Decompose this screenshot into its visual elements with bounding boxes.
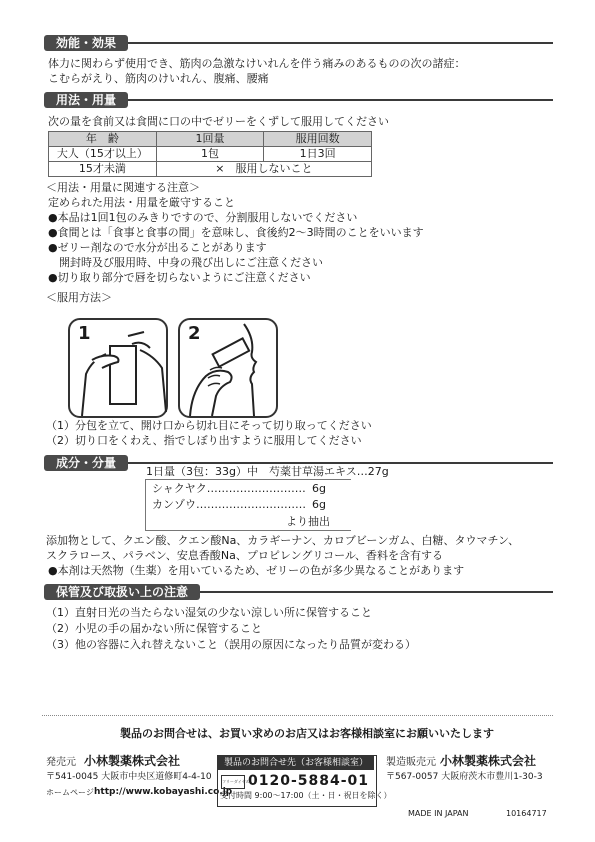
tear-packet-icon — [70, 320, 166, 416]
table-cell: 大人（15才以上） — [49, 147, 157, 162]
footer-divider — [42, 715, 553, 717]
table-cell: × 服用しないこと — [156, 162, 371, 177]
contact-label: 製品のお問合せ先（お客様相談室） — [218, 756, 374, 770]
ingredient-name: カンゾウ………………………… — [152, 498, 306, 511]
table-header-cell: 服用回数 — [264, 132, 372, 147]
ingredient-amount: 6g — [312, 498, 326, 511]
table-header-cell: 1回量 — [156, 132, 264, 147]
note-line: ●食間とは「食事と食事の間」を意味し、食後約2〜3時間のことをいいます — [48, 226, 424, 239]
seller-address: 〒541-0045 大阪市中央区道修町4-4-10 — [46, 772, 212, 782]
note-line: ●ゼリー剤なので水分が出ることがあります — [48, 241, 267, 254]
homepage-link[interactable]: http://www.kobayashi.co.jp — [94, 787, 233, 797]
extract-note: より抽出 — [286, 515, 330, 528]
contact-hours: 受付時間 9:00〜17:00（土・日・祝日を除く） — [220, 791, 392, 800]
step-1-illustration — [68, 318, 168, 418]
step-number: 1 — [78, 323, 91, 344]
maker-name: 小林製薬株式会社 — [440, 754, 537, 768]
dosage-title: 用法・用量 — [44, 92, 128, 108]
efficacy-line: 体力に関わらず使用でき、筋肉の急激なけいれんを伴う痛みのあるものの次の諸症： — [48, 57, 466, 70]
storage-line: （3）他の容器に入れ替えないこと（誤用の原因になったり品質が変わる） — [46, 638, 416, 651]
note-line: 開封時及び服用時、中身の飛び出しにご注意ください — [48, 256, 323, 269]
product-code: 10164717 — [506, 809, 547, 818]
ingredient-amount: 6g — [312, 482, 326, 495]
step-2-illustration — [178, 318, 278, 418]
step-text: （1）分包を立て、開け口から切れ目にそって切り取ってください — [46, 419, 372, 432]
additive-line: スクラロース、パラベン、安息香酸Na、プロピレングリコール、香料を含有する — [46, 549, 444, 562]
table-header-row — [49, 132, 372, 147]
table-cell: 1日3回 — [264, 147, 372, 162]
note-line: 定められた用法・用量を厳守すること — [48, 196, 235, 209]
made-in: MADE IN JAPAN — [408, 809, 469, 818]
note-line: ●本品は1回1包のみきりですので、分割服用しないでください — [48, 211, 358, 224]
seller-name: 小林製薬株式会社 — [84, 754, 181, 768]
notes-title: ＜用法・用量に関連する注意＞ — [46, 181, 200, 194]
efficacy-title: 効能・効果 — [44, 35, 128, 51]
storage-title: 保管及び取扱い上の注意 — [44, 584, 200, 600]
squeeze-packet-icon — [180, 320, 276, 416]
storage-line: （2）小児の手の届かない所に保管すること — [46, 622, 262, 635]
dosage-intro: 次の量を食前又は食間に口の中でゼリーをくずして服用してください — [48, 115, 389, 128]
dosage-table — [48, 131, 372, 177]
storage-line: （1）直射日光の当たらない湿気の少ない涼しい所に保管すること — [46, 606, 372, 619]
homepage-label: ホームページ — [46, 788, 94, 797]
additive-line: 添加物として、クエン酸、クエン酸Na、カラギーナン、カロブビーンガム、白糖、タウマチン、 — [46, 534, 520, 547]
seller-label: 発売元 — [46, 757, 76, 768]
additive-line: ●本剤は天然物（生薬）を用いているため、ゼリーの色が多少異なることがあります — [48, 564, 465, 577]
efficacy-line: こむらがえり、筋肉のけいれん、腹痛、腰痛 — [48, 72, 269, 85]
table-row — [49, 162, 372, 177]
table-cell: 1包 — [156, 147, 264, 162]
ingredient-name: シャクヤク……………………… — [152, 482, 306, 495]
ingredients-title: 成分・分量 — [44, 455, 128, 471]
maker-address: 〒567-0057 大阪府茨木市豊川1-30-3 — [386, 772, 543, 782]
method-title: ＜服用方法＞ — [46, 291, 112, 304]
step-text: （2）切り口をくわえ、指でしぼり出すように服用してください — [46, 434, 362, 447]
maker-label: 製造販売元 — [386, 757, 436, 768]
table-row — [49, 147, 372, 162]
daily-amount: 1日量（3包：33g）中 芍薬甘草湯エキス…27g — [146, 465, 389, 478]
freedial-icon: フリーダイヤル — [221, 775, 245, 789]
contact-phone[interactable]: 0120-5884-01 — [248, 773, 370, 789]
inquiry-note: 製品のお問合せは、お買い求めのお店又はお客様相談室にお願いいたします — [120, 727, 494, 740]
table-header-cell: 年 齢 — [49, 132, 157, 147]
note-line: ●切り取り部分で唇を切らないようにご注意ください — [48, 271, 311, 284]
table-cell: 15才未満 — [49, 162, 157, 177]
step-number: 2 — [188, 323, 201, 344]
